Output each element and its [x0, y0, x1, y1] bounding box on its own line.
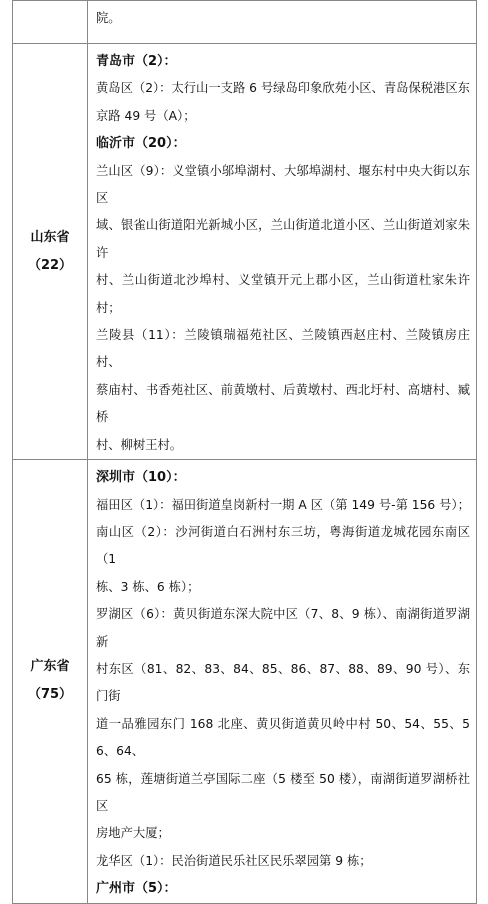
province-name: 广东省	[30, 659, 70, 675]
content-cell	[88, 1, 477, 44]
content-line: 京路 49 号（A）；	[96, 108, 196, 123]
city-heading: 青岛市（2）：	[96, 54, 177, 69]
content-line: 村、兰山街道北沙埠村、义堂镇开元上郡小区，兰山街道杜家朱许村；	[96, 273, 470, 315]
content-line: 罗湖区（6）：黄贝街道东深大院中区（7、8、9 栋）、南湖街道罗湖新	[96, 607, 470, 649]
province-count: （22）	[27, 257, 73, 273]
content-line: 院。	[96, 11, 121, 25]
city-heading: 临沂市（20）：	[96, 136, 186, 152]
content-line: 65 栋，莲塘街道兰亭国际二座（5 楼至 50 楼），南湖街道罗湖桥社区	[96, 771, 470, 813]
content-line: 道一品雅园东门 168 北座、黄贝街道黄贝岭中村 50、54、55、56、64、	[96, 716, 470, 759]
province-cell	[13, 460, 88, 904]
risk-area-table	[12, 0, 477, 904]
content-line: 栋、3 栋、6 栋）；	[96, 579, 200, 594]
table-row	[13, 1, 477, 44]
city-heading: 深圳市（10）：	[96, 470, 186, 486]
content-line: 村、柳树王村。	[96, 437, 183, 452]
content-cell	[88, 460, 477, 904]
content-line: 南山区（2）：沙河街道白石洲村东三坊，粤海街道龙城花园东南区（1	[96, 524, 470, 567]
content-line: 黄岛区（2）：太行山一支路 6 号绿岛印象欣苑小区、青岛保税港区东	[96, 81, 470, 96]
province-cell	[13, 44, 88, 460]
content-line: 蔡庙村、书香苑社区、前黄墩村、后黄墩村、西北圩村、高塘村、臧桥	[96, 382, 470, 425]
city-heading: 广州市（5）：	[96, 881, 177, 897]
province-cell-empty	[13, 1, 88, 44]
content-line: 兰陵县（11）：兰陵镇瑞福苑社区、兰陵镇西赵庄村、兰陵镇房庄村、	[96, 328, 470, 370]
content-line: 福田区（1）：福田街道皇岗新村一期 A 区（第 149 号-第 156 号）；	[96, 497, 470, 512]
table-row	[13, 460, 477, 904]
province-count: （75）	[27, 687, 73, 703]
province-name: 山东省	[30, 229, 70, 245]
content-line: 域、银雀山街道阳光新城小区，兰山街道北道小区、兰山街道刘家朱许	[96, 218, 470, 260]
content-line: 龙华区（1）：民治街道民乐社区民乐翠园第 9 栋；	[96, 853, 372, 868]
content-line: 房地产大厦；	[96, 826, 170, 841]
content-cell	[88, 44, 477, 460]
content-line: 村东区（81、82、83、84、85、86、87、88、89、90 号）、东门街	[96, 661, 470, 704]
table-row	[13, 44, 477, 460]
content-line: 兰山区（9）：义堂镇小邬埠湖村、大邬埠湖村、堰东村中央大街以东区	[96, 163, 470, 206]
